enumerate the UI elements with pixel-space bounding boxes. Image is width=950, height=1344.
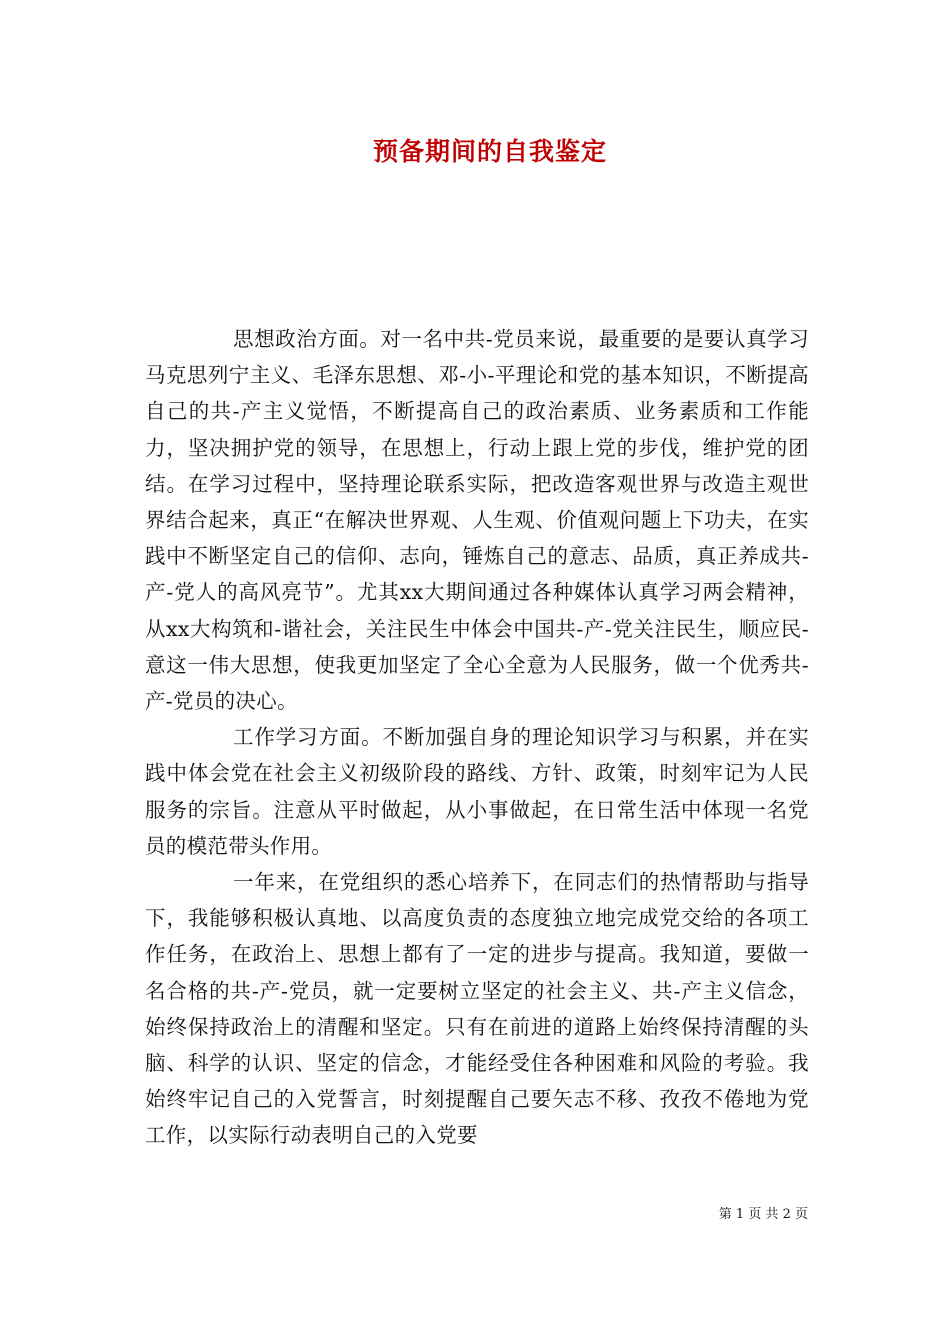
document-body bbox=[145, 321, 809, 1154]
page-number-footer: 第 1 页 共 2 页 bbox=[718, 1207, 808, 1222]
page-title: 预备期间的自我鉴定 bbox=[372, 137, 607, 166]
paragraph-summary: 一年来，在党组织的悉心培养下，在同志们的热情帮助与指导下，我能够积极认真地、以高度负责的态度独立地完成党交给的各项工作任务，在政治上、思想上都有了一定的进步与提高。我知道，要做一名合格的共-产-党员，就一定要树立坚定的社会主义、共-产主义信念，始终保持政治上的清醒和坚定。只有在前进的道路上始终保持清醒的头脑、科学的认识、坚定的信念，才能经受住各种困难和风险的考验。我始终牢记自己的入党誓言，时刻提醒自己要矢志不移、孜孜不倦地为党工作，以实际行动表明自己的入党要 bbox=[145, 870, 809, 1148]
paragraph-political: 思想政治方面。对一名中共-党员来说，最重要的是要认真学习马克思列宁主义、毛泽东思想、邓-小-平理论和党的基本知识，不断提高自己的共-产主义觉悟，不断提高自己的政治素质、业务素质和工作能力，坚决拥护党的领导，在思想上，行动上跟上党的步伐，维护党的团结。在学习过程中，坚持理论联系实际，把改造客观世界与改造主观世界结合起来，真正“在解决世界观、人生观、价值观问题上下功夫，在实践中不断坚定自己的信仰、志向，锤炼自己的意志、品质，真正养成共-产-党人的高风亮节”。尤其xx大期间通过各种媒体认真学习两会精神，从xx大构筑和-谐社会，关注民生中体会中国共-产-党关注民生，顺应民-意这一伟大思想，使我更加坚定了全心全意为人民服务，做一个优秀共-产-党员的决心。 bbox=[145, 327, 809, 714]
paragraph-work-study: 工作学习方面。不断加强自身的理论知识学习与积累，并在实践中体会党在社会主义初级阶段的路线、方针、政策，时刻牢记为人民服务的宗旨。注意从平时做起，从小事做起，在日常生活中体现一名党员的模范带头作用。 bbox=[145, 725, 809, 858]
